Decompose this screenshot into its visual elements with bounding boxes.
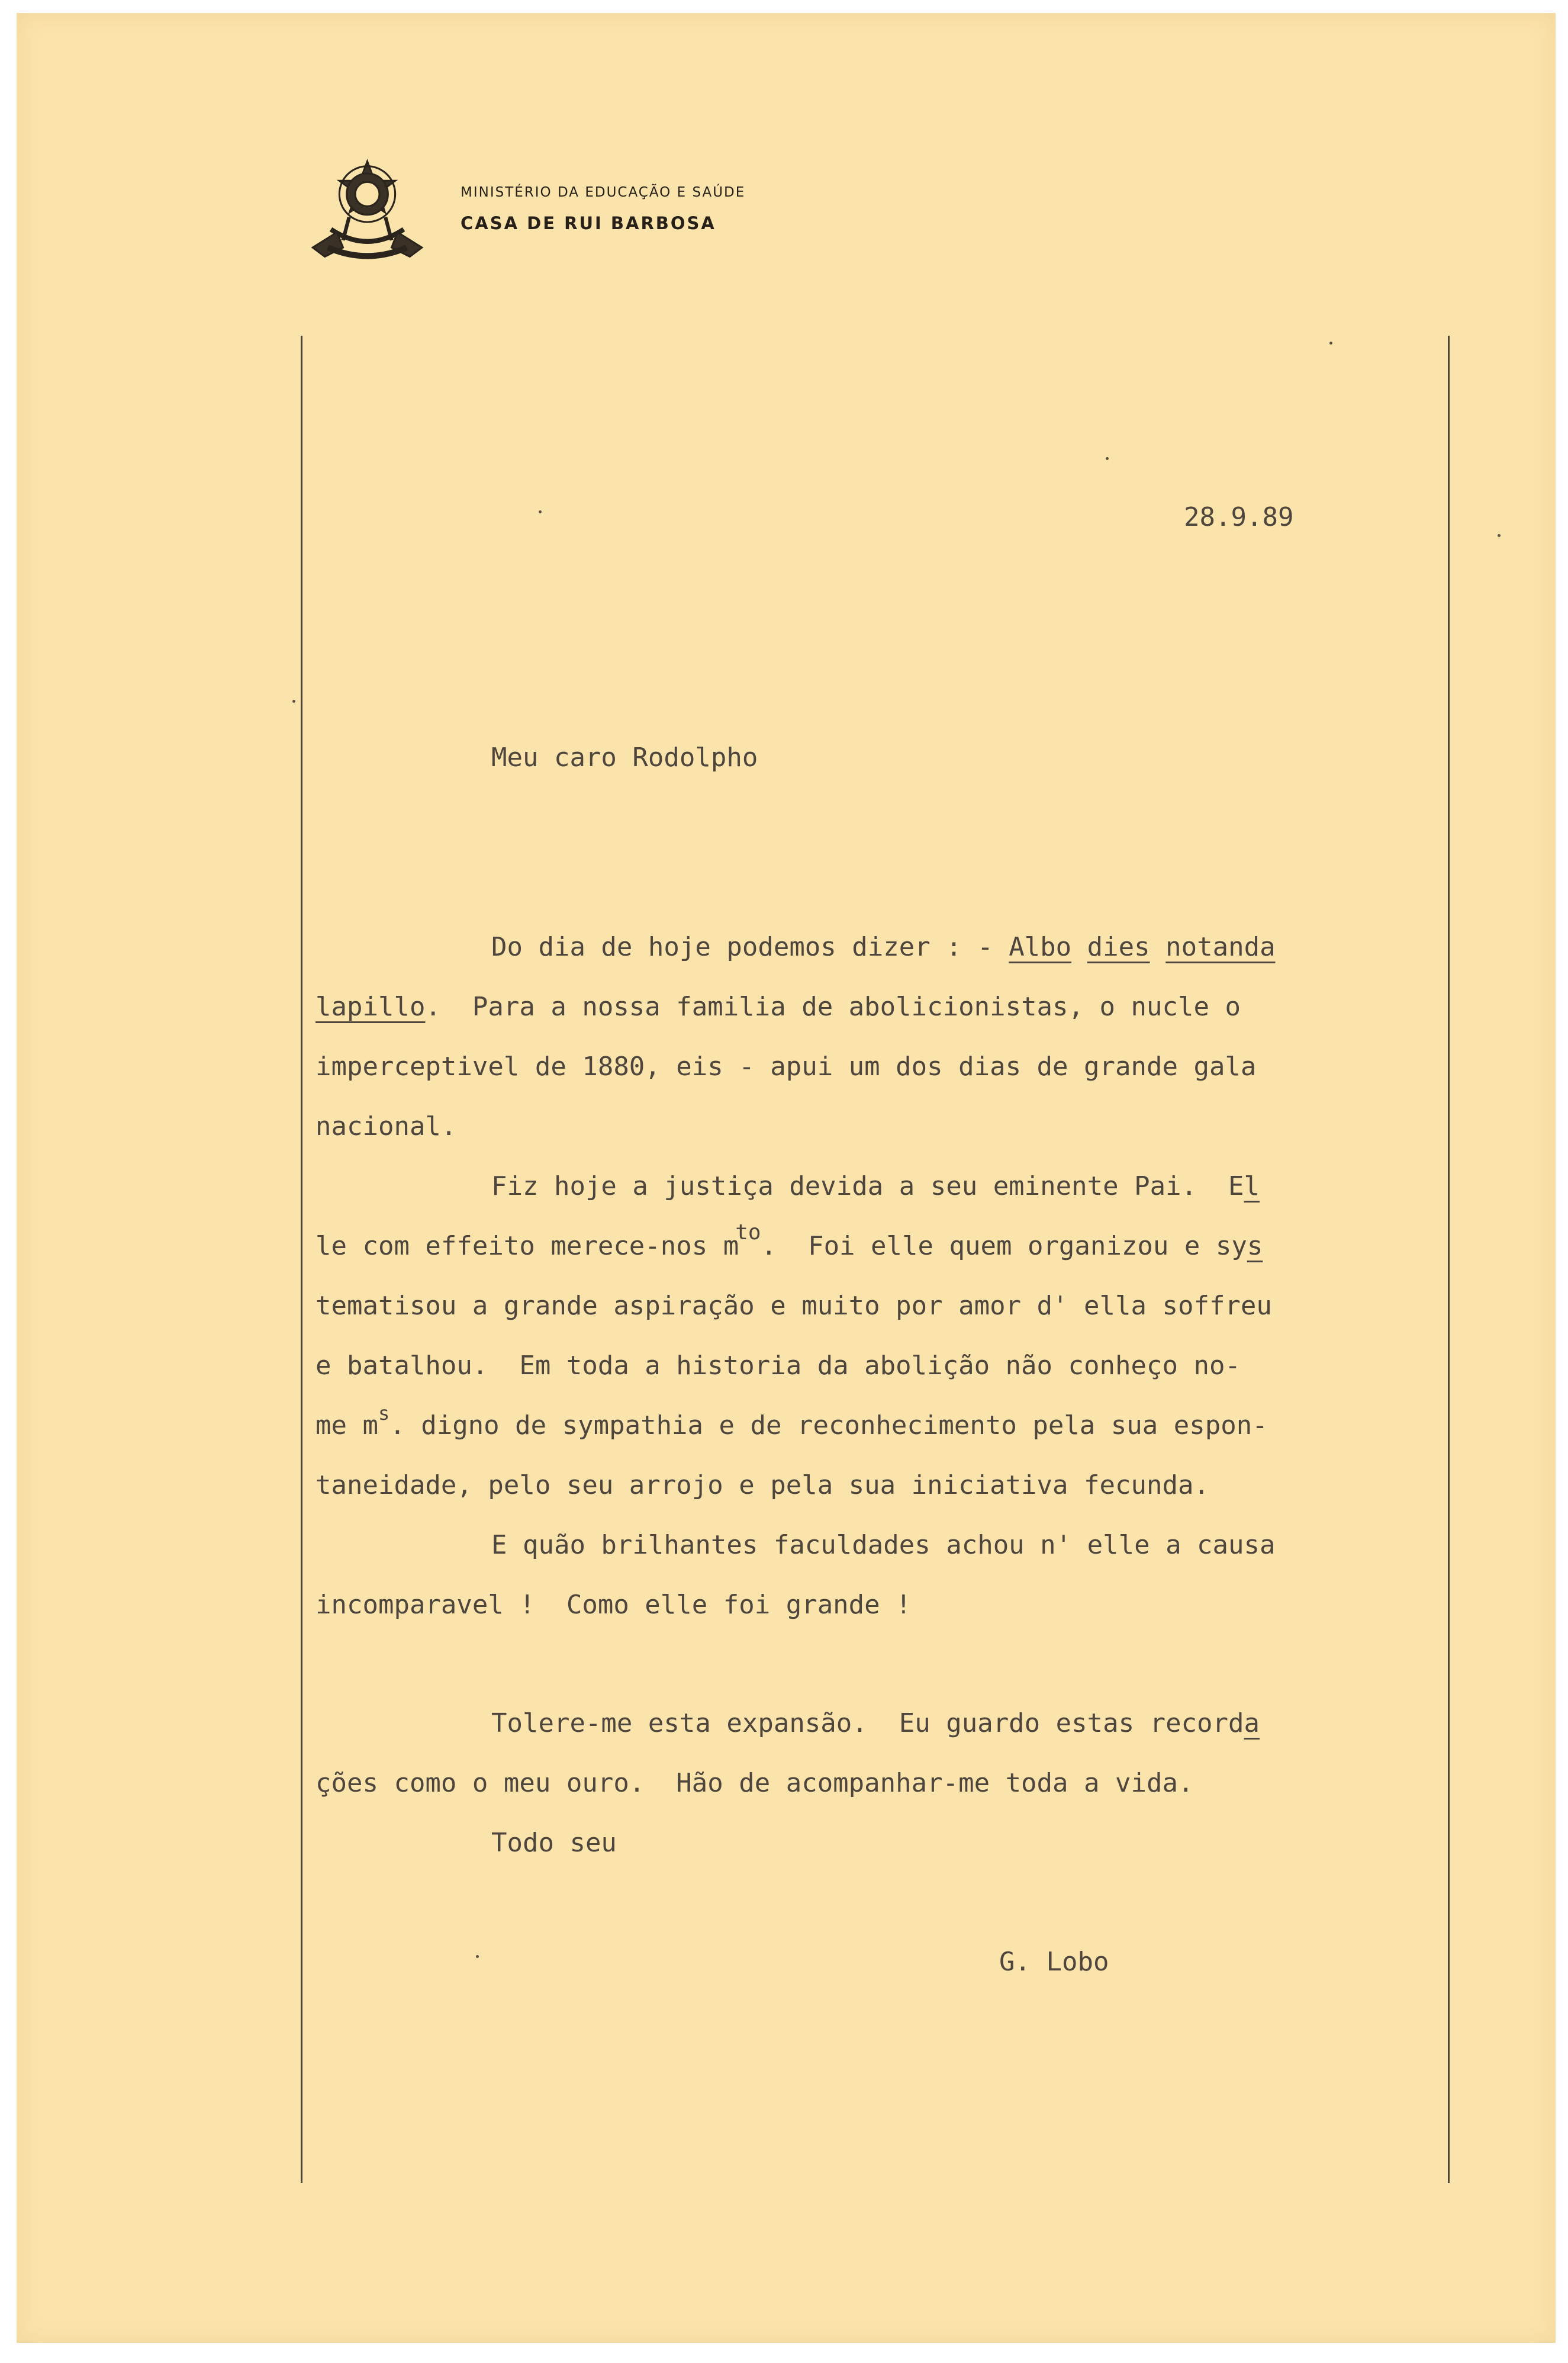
p2-line-1: Fiz hoje a justiça devida a seu eminente Pai. El	[491, 1171, 1260, 1201]
p2-line-3: tematisou a grande aspiração e muito por amor d' ella soffreu	[315, 1291, 1272, 1321]
letter-sheet	[17, 13, 1556, 2343]
paper-speck	[292, 700, 295, 703]
signature: G. Lobo	[999, 1947, 1109, 1977]
p1-line-2: lapillo. Para a nossa familia de abolicionistas, o nucle o	[315, 992, 1241, 1022]
letterhead-institution: CASA DE RUI BARBOSA	[461, 213, 716, 233]
latin-word-lapillo: lapillo	[315, 992, 426, 1022]
salutation: Meu caro Rodolpho	[491, 742, 758, 773]
superscript-to: to	[735, 1220, 761, 1245]
brazil-coat-of-arms-icon	[307, 156, 428, 263]
latin-word-albo: Albo	[1009, 932, 1072, 962]
p1-line-1: Do dia de hoje podemos dizer : - Albo dies notanda	[491, 932, 1276, 962]
p1-line-3: imperceptivel de 1880, eis - apui um dos dias de grande gala	[315, 1052, 1257, 1082]
p3-line-2: incomparavel ! Como elle foi grande !	[315, 1590, 912, 1620]
paper-speck	[1106, 457, 1109, 460]
letterhead	[461, 185, 745, 233]
left-margin-rule	[301, 336, 302, 2183]
p2-line-5: me $m^s$. digno de sympathia e de reconhecimento pela sua espon-	[315, 1402, 1268, 1441]
paper-speck	[476, 1955, 479, 1958]
p2-line-2: le com effeito merece-nos $m^{to}$. Foi elle quem organizou e sys	[315, 1220, 1263, 1261]
paper-speck	[539, 510, 542, 513]
letterhead-ministry: MINISTÉRIO DA EDUCAÇÃO E SAÚDE	[461, 185, 746, 200]
latin-word-notanda: notanda	[1165, 932, 1276, 962]
latin-word-dies: dies	[1087, 932, 1150, 962]
p1-line-4: nacional.	[315, 1111, 457, 1142]
p4-line-2: ções como o meu ouro. Hão de acompanhar-me toda a vida.	[315, 1768, 1194, 1798]
right-margin-rule	[1448, 336, 1450, 2183]
p3-line-1: E quão brilhantes faculdades achou n' elle a causa	[491, 1530, 1276, 1560]
p2-line-4: e batalhou. Em toda a historia da abolição não conheço no-	[315, 1351, 1241, 1381]
letter-date: 28.9.89	[1184, 502, 1294, 532]
paper-speck	[1329, 342, 1332, 345]
p4-line-1: Tolere-me esta expansão. Eu guardo estas recorda	[491, 1708, 1260, 1738]
p2-line-6: taneidade, pelo seu arrojo e pela sua iniciativa fecunda.	[315, 1470, 1209, 1500]
closing: Todo seu	[491, 1828, 617, 1858]
superscript-s: s	[378, 1402, 390, 1425]
paper-speck	[1498, 534, 1501, 537]
